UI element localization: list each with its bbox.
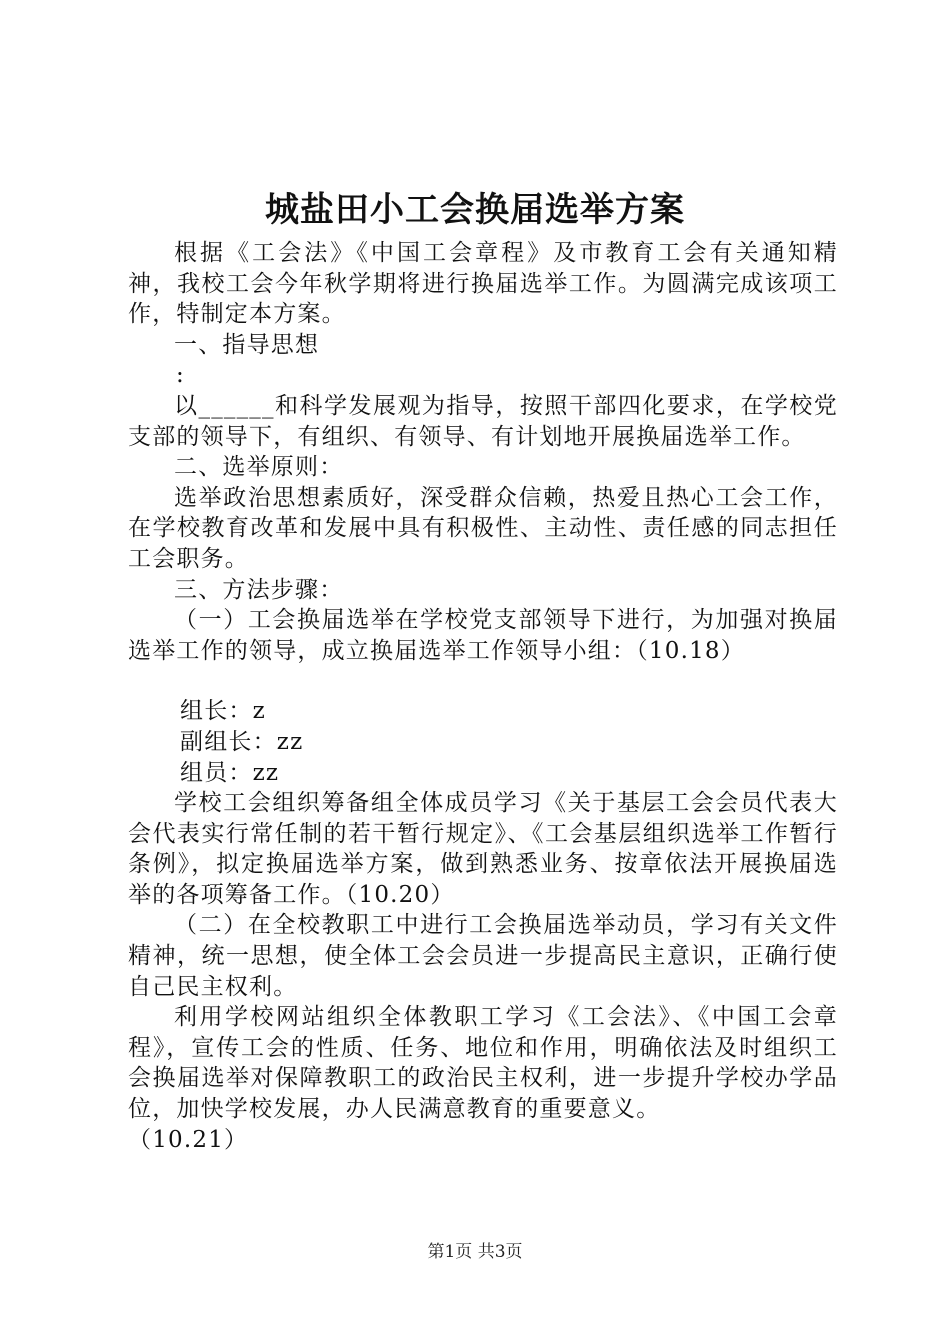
step-one-paragraph: （一）工会换届选举在学校党支部领导下进行，为加强对换届选举工作的领导，成立换届选举工作领导小组：（10.18） <box>128 607 838 664</box>
group-leader-line: 组长：z <box>180 698 266 725</box>
preparation-paragraph: 学校工会组织筹备组全体成员学习《关于基层工会会员代表大会代表实行常任制的若干暂行规定》、《工会基层组织选举工作暂行条例》，拟定换届选举方案，做到熟悉业务、按章依法开展换届选举的各项筹备工作。（10.20） <box>128 790 838 908</box>
step-two-paragraph: （二）在全校教职工中进行工会换届选举动员，学习有关文件精神，统一思想，使全体工会会员进一步提高民主意识，正确行使自己民主权利。 <box>128 912 838 1000</box>
group-members-line: 组员：zz <box>180 759 280 786</box>
document-body <box>128 238 838 1155</box>
section-heading-guiding: 一、指导思想 <box>174 331 320 358</box>
section-heading-principles: 二、选举原则： <box>174 454 344 481</box>
section-heading-steps: 三、方法步骤： <box>174 576 344 603</box>
page-footer: 第1页 共3页 <box>427 1242 523 1262</box>
website-paragraph: 利用学校网站组织全体教职工学习《工会法》、《中国工会章程》，宣传工会的性质、任务、地位和作用，明确依法及时组织工会换届选举对保障教职工的政治民主权利，进一步提升学校办学品位，加快学校发展，办人民满意教育的重要意义。 <box>128 1004 838 1123</box>
document-title: 城盐田小工会换届选举方案 <box>265 190 685 230</box>
intro-paragraph: 根据《工会法》《中国工会章程》及市教育工会有关通知精神，我校工会今年秋学期将进行换届选举工作。为圆满完成该项工作，特制定本方案。 <box>128 240 838 328</box>
guiding-paragraph: 以______和科学发展观为指导，按照干部四化要求，在学校党支部的领导下，有组织、有领导、有计划地开展换届选举工作。 <box>128 392 838 450</box>
group-vice-leader-line: 副组长：zz <box>180 728 304 755</box>
principle-paragraph: 选举政治思想素质好，深受群众信赖，热爱且热心工会工作，在学校教育改革和发展中具有积极性、主动性、责任感的同志担任工会职务。 <box>128 484 838 572</box>
colon-line: : <box>176 362 185 389</box>
website-date-line: （10.21） <box>128 1126 249 1153</box>
